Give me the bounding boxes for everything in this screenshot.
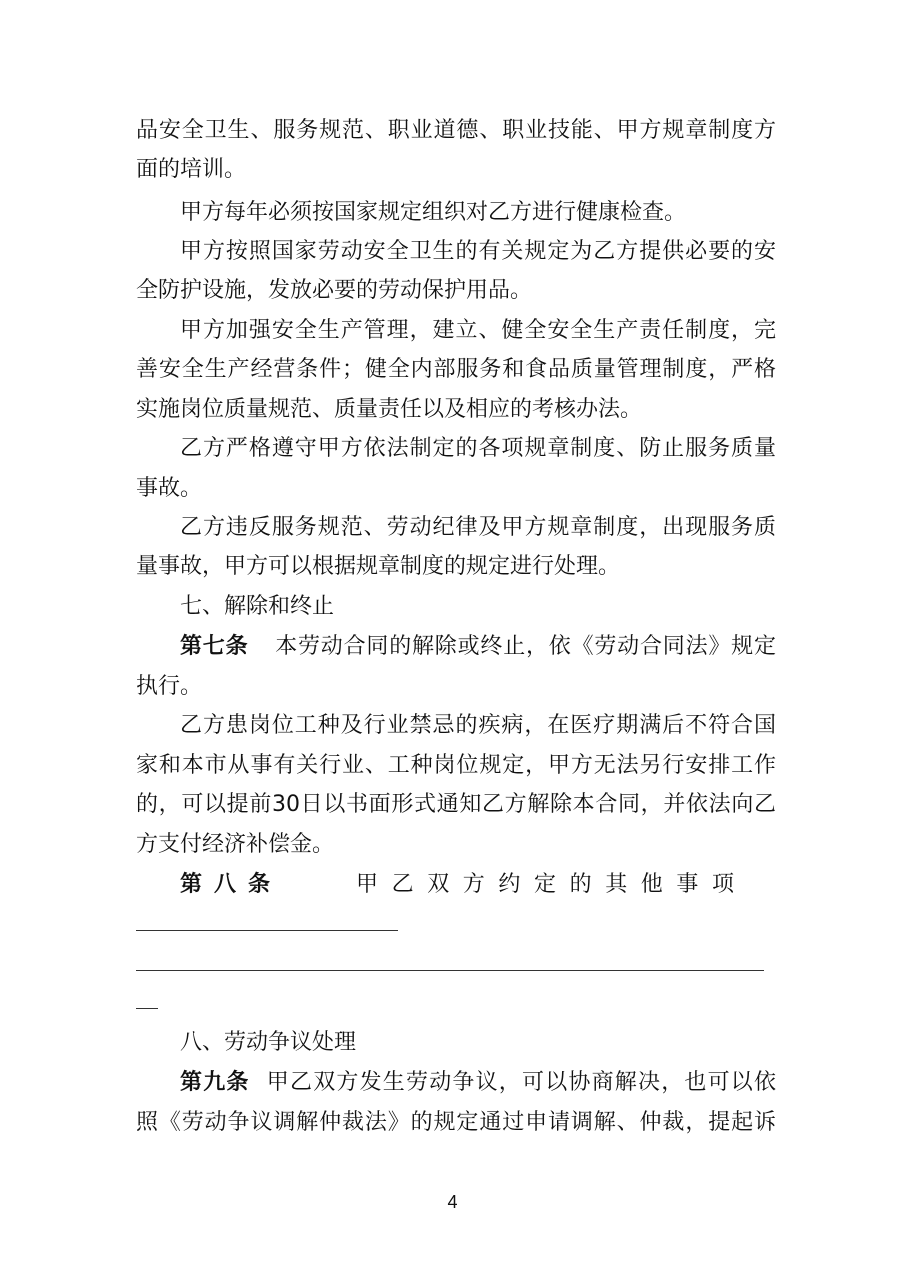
paragraph-line: 甲方每年必须按国家规定组织对乙方进行健康检查。 <box>180 200 687 225</box>
page-number: 4 <box>447 1192 458 1212</box>
paragraph-line: 乙方严格遵守甲方依法制定的各项规章制度、防止服务质量 <box>180 436 776 461</box>
paragraph-line: 乙方患岗位工种及行业禁忌的疾病，在医疗期满后不符合国 <box>180 713 776 738</box>
paragraph-line: 执行。 <box>136 674 203 699</box>
paragraph-line: 家和本市从事有关行业、工种岗位规定，甲方无法另行安排工作 <box>136 753 776 778</box>
paragraph-line: 实施岗位质量规范、质量责任以及相应的考核办法。 <box>136 397 643 422</box>
article-9 <box>180 1068 776 1098</box>
article-8-label: 第八条 <box>180 872 283 897</box>
blank-fill-line <box>136 930 398 931</box>
article-7 <box>180 632 776 662</box>
paragraph-line: 事故。 <box>136 476 203 501</box>
article-9-label: 第九条 <box>180 1070 250 1095</box>
section-heading: 八、劳动争议处理 <box>180 1030 357 1055</box>
paragraph-line: 乙方违反服务规范、劳动纪律及甲方规章制度，出现服务质 <box>180 515 776 540</box>
article-8-text: 甲乙双方约定的其他事项 <box>356 872 748 897</box>
paragraph-line: 甲方按照国家劳动安全卫生的有关规定为乙方提供必要的安 <box>180 239 776 264</box>
paragraph-line: 的，可以提前30日以书面形式通知乙方解除本合同，并依法向乙 <box>136 792 776 817</box>
paragraph-line: 方支付经济补偿金。 <box>136 832 335 857</box>
paragraph-line: 全防护设施，发放必要的劳动保护用品。 <box>136 278 533 303</box>
paragraph-line: 甲方加强安全生产管理，建立、健全安全生产责任制度，完 <box>180 318 776 343</box>
article-7-label: 第七条 <box>180 634 249 659</box>
blank-fill-line <box>136 970 764 971</box>
paragraph-line: 善安全生产经营条件；健全内部服务和食品质量管理制度，严格 <box>136 357 776 382</box>
paragraph-line: 量事故，甲方可以根据规章制度的规定进行处理。 <box>136 554 621 579</box>
paragraph-line: 品安全卫生、服务规范、职业道德、职业技能、甲方规章制度方 <box>136 118 776 143</box>
article-7-text: 本劳动合同的解除或终止，依《劳动合同法》规定 <box>274 634 776 659</box>
blank-fill-line <box>136 1008 158 1009</box>
article-9-text: 甲乙双方发生劳动争议，可以协商解决，也可以依 <box>265 1070 776 1095</box>
section-heading: 七、解除和终止 <box>180 594 335 619</box>
article-8 <box>180 870 776 900</box>
paragraph-line: 面的培训。 <box>136 157 247 182</box>
paragraph-line: 照《劳动争议调解仲裁法》的规定通过申请调解、仲裁，提起诉 <box>136 1110 776 1135</box>
